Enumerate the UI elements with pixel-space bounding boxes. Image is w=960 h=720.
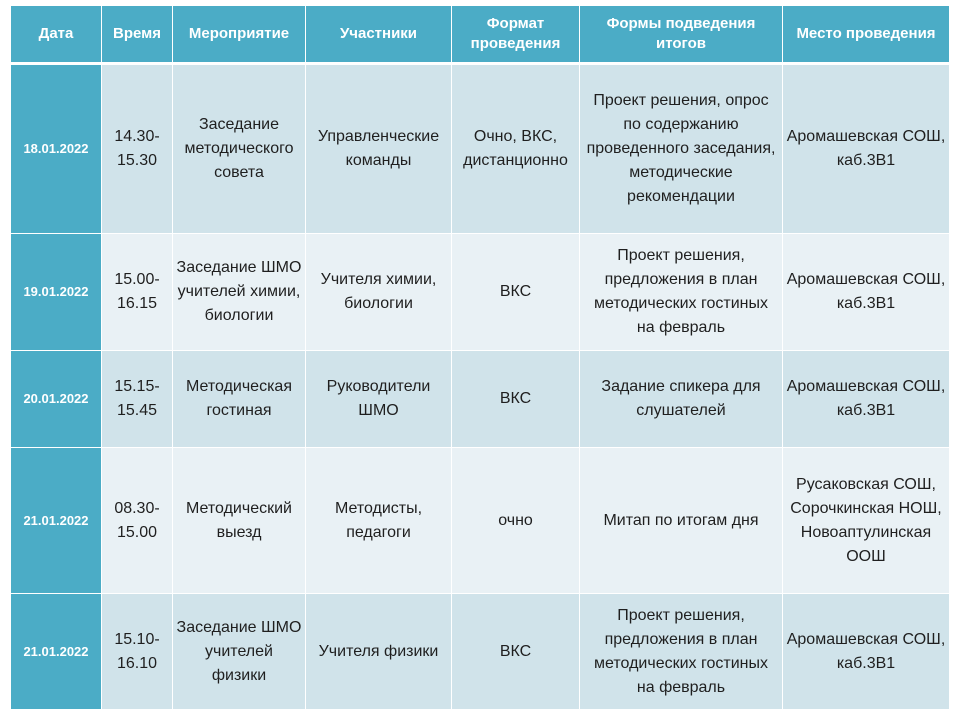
header-format: Формат проведения <box>452 6 580 64</box>
header-place: Место проведения <box>783 6 950 64</box>
header-results: Формы подведения итогов <box>580 6 783 64</box>
place-cell: Аромашевская СОШ, каб.3В1 <box>783 594 950 710</box>
format-cell: ВКС <box>452 234 580 351</box>
date-cell: 20.01.2022 <box>11 351 102 448</box>
table-row <box>11 594 950 710</box>
date-cell: 19.01.2022 <box>11 234 102 351</box>
place-cell: Аромашевская СОШ, каб.3В1 <box>783 351 950 448</box>
header-row <box>11 6 950 64</box>
format-cell: ВКС <box>452 351 580 448</box>
place-cell: Аромашевская СОШ, каб.3В1 <box>783 234 950 351</box>
place-cell: Русаковская СОШ, Сорочкинская НОШ, Новоаптулинская ООШ <box>783 448 950 594</box>
results-cell: Митап по итогам дня <box>580 448 783 594</box>
schedule-table <box>10 6 950 710</box>
date-cell: 18.01.2022 <box>11 64 102 234</box>
header-date: Дата <box>11 6 102 64</box>
time-cell: 15.10-16.10 <box>102 594 173 710</box>
place-cell: Аромашевская СОШ, каб.3В1 <box>783 64 950 234</box>
results-cell: Проект решения, предложения в план методических гостиных на февраль <box>580 234 783 351</box>
participants-cell: Руководители ШМО <box>306 351 452 448</box>
event-cell: Заседание ШМО учителей химии, биологии <box>173 234 306 351</box>
format-cell: ВКС <box>452 594 580 710</box>
time-cell: 14.30-15.30 <box>102 64 173 234</box>
header-participants: Участники <box>306 6 452 64</box>
table-row <box>11 234 950 351</box>
participants-cell: Методисты, педагоги <box>306 448 452 594</box>
participants-cell: Учителя химии, биологии <box>306 234 452 351</box>
participants-cell: Управленческие команды <box>306 64 452 234</box>
format-cell: Очно, ВКС, дистанционно <box>452 64 580 234</box>
time-cell: 15.15-15.45 <box>102 351 173 448</box>
table-row <box>11 64 950 234</box>
date-cell: 21.01.2022 <box>11 448 102 594</box>
results-cell: Проект решения, опрос по содержанию проведенного заседания, методические рекомендации <box>580 64 783 234</box>
table-row <box>11 351 950 448</box>
time-cell: 15.00-16.15 <box>102 234 173 351</box>
event-cell: Заседание методического совета <box>173 64 306 234</box>
results-cell: Проект решения, предложения в план методических гостиных на февраль <box>580 594 783 710</box>
event-cell: Методический выезд <box>173 448 306 594</box>
event-cell: Заседание ШМО учителей физики <box>173 594 306 710</box>
date-cell: 21.01.2022 <box>11 594 102 710</box>
header-time: Время <box>102 6 173 64</box>
header-event: Мероприятие <box>173 6 306 64</box>
participants-cell: Учителя физики <box>306 594 452 710</box>
format-cell: очно <box>452 448 580 594</box>
time-cell: 08.30-15.00 <box>102 448 173 594</box>
event-cell: Методическая гостиная <box>173 351 306 448</box>
table-row <box>11 448 950 594</box>
results-cell: Задание спикера для слушателей <box>580 351 783 448</box>
